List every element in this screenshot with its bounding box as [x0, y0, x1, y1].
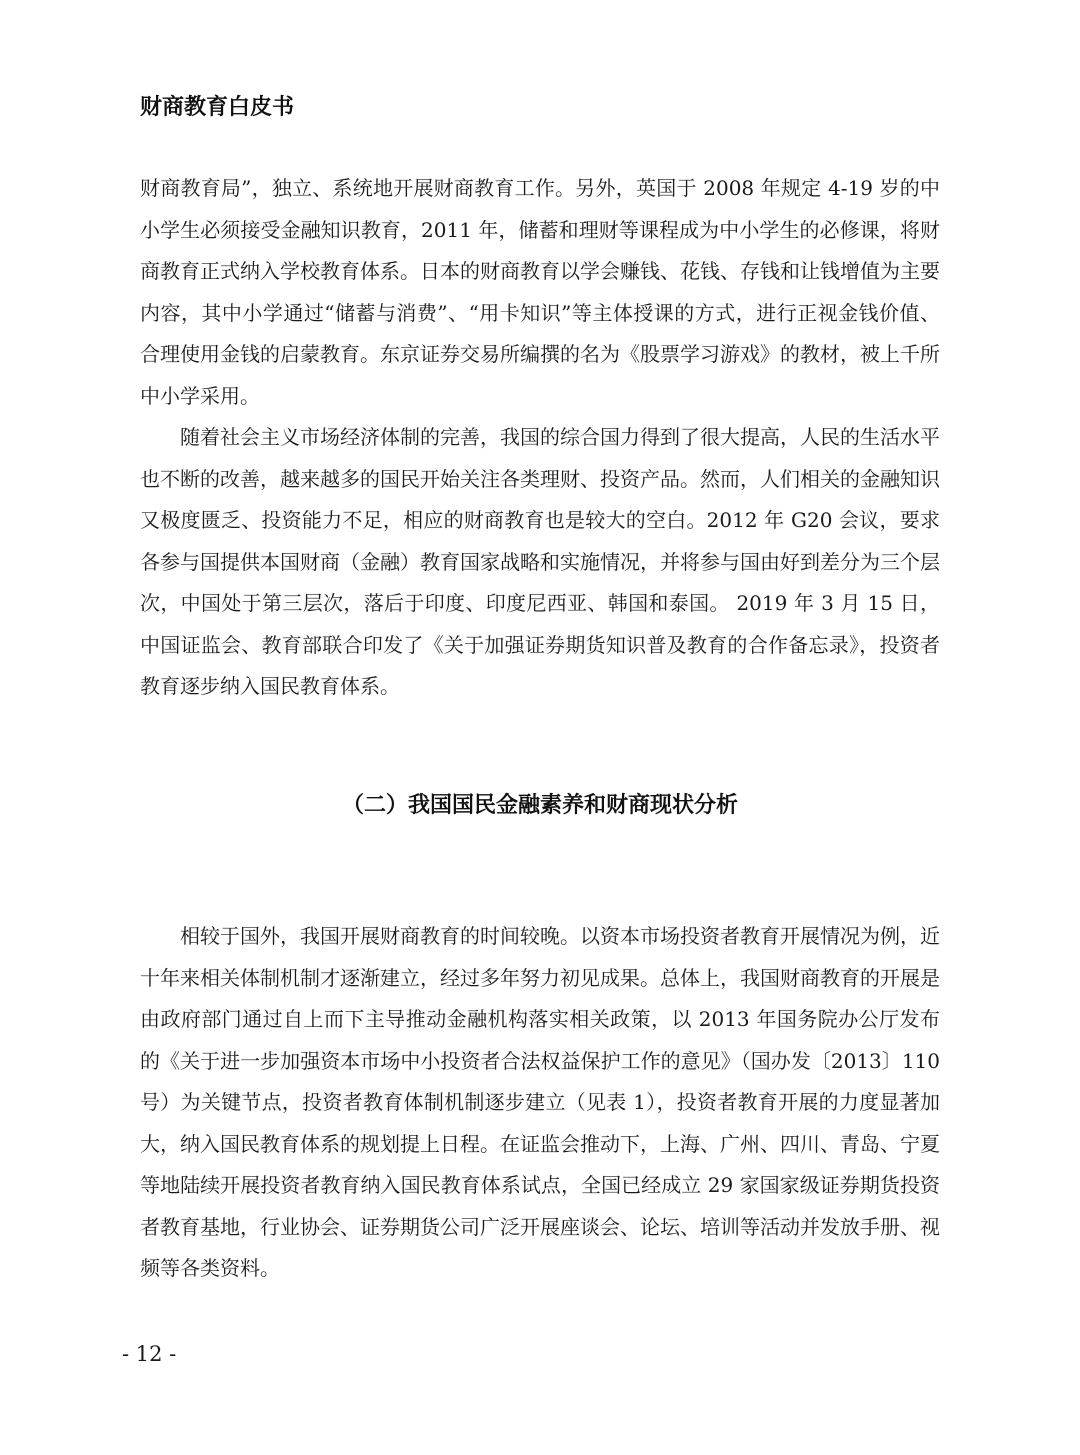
paragraph: 随着社会主义市场经济体制的完善，我国的综合国力得到了很大提高，人民的生活水平也不断的改善，越来越多的国民开始关注各类理财、投资产品。然而，人们相关的金融知识又极度匮乏、投资能力不足，相应的财商教育也是较大的空白。2012 年 G20 会议，要求各参与国提供本国财商（金融）教育国家战略和实施情况，并将参与国由好到差分为三个层次，中国处于第三层次，落后于印度、印度尼西亚、韩国和泰国。 2019 年 3 月 15 日，中国证监会、教育部联合印发了《关于加强证券期货知识普及教育的合作备忘录》，投资者教育逐步纳入国民教育体系。 [140, 425, 940, 698]
paragraph: 相较于国外，我国开展财商教育的时间较晚。以资本市场投资者教育开展情况为例，近十年来相关体制机制才逐渐建立，经过多年努力初见成果。总体上，我国财商教育的开展是由政府部门通过自上而下主导推动金融机构落实相关政策，以 2013 年国务院办公厅发布的《关于进一步加强资本市场中小投资者合法权益保护工作的意见》（国办发〔2013〕110 号）为关键节点，投资者教育体制机制逐步建立（见表 1），投资者教育开展的力度显著加大，纳入国民教育体系的规划提上日程。在证监会推动下，上海、广州、四川、青岛、宁夏等地陆续开展投资者教育纳入国民教育体系试点，全国已经成立 29 家国家级证券期货投资者教育基地，行业协会、证券期货公司广泛开展座谈会、论坛、培训等活动并发放手册、视频等各类资料。 [140, 924, 940, 1280]
body-text-section-2 [140, 916, 940, 1290]
body-text-section-1 [140, 168, 940, 708]
running-header-title: 财商教育白皮书 [140, 94, 295, 120]
page-number: - 12 - [122, 1342, 177, 1366]
paragraph-continued: 财商教育局”，独立、系统地开展财商教育工作。另外，英国于 2008 年规定 4-19 岁的中小学生必须接受金融知识教育，2011 年，储蓄和理财等课程成为中小学生的必修课，将财商教育正式纳入学校教育体系。日本的财商教育以学会赚钱、花钱、存钱和让钱增值为主要内容，其中小学通过“储蓄与消费”、“用卡知识”等主体授课的方式，进行正视金钱价值、合理使用金钱的启蒙教育。东京证券交易所编撰的名为《股票学习游戏》的教材，被上千所中小学采用。 [140, 176, 940, 408]
section-heading: （二）我国国民金融素养和财商现状分析 [341, 793, 738, 818]
